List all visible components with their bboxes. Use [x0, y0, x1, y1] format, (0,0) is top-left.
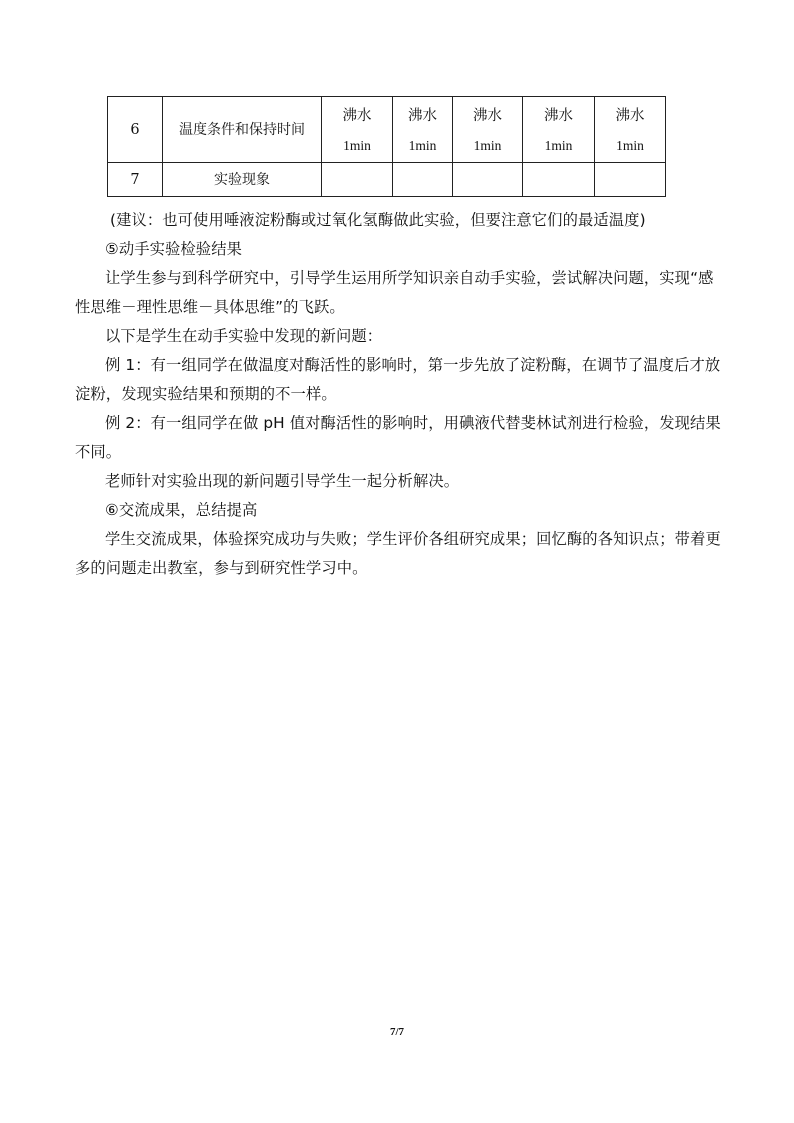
paragraph: 让学生参与到科学研究中，引导学生运用所学知识亲自动手实验，尝试解决问题，实现“感性思维－理性思维－具体思维”的飞跃。	[75, 269, 714, 316]
condition-cell	[523, 97, 595, 163]
row-label-cell	[163, 163, 322, 197]
paragraph: 学生交流成果，体验探究成功与失败；学生评价各组研究成果；回忆酶的各知识点；带着更多的问题走出教室，参与到研究性学习中。	[75, 530, 721, 577]
example-paragraph: 例 2：有一组同学在做 pH 值对酶活性的影响时，用碘液代替斐林试剂进行检验，发现结果不同。	[75, 414, 721, 461]
row-label-cell	[163, 97, 322, 163]
condition-cell	[322, 97, 393, 163]
empty-cell	[393, 163, 453, 197]
empty-cell	[453, 163, 523, 197]
condition-top: 沸水	[342, 107, 372, 124]
page-number: 7/7	[389, 1026, 405, 1038]
condition-cell	[453, 97, 523, 163]
condition-bottom: 1min	[408, 137, 437, 153]
row-number-cell: 7	[108, 163, 163, 197]
table-row	[108, 97, 666, 163]
condition-cell	[393, 97, 453, 163]
condition-bottom: 1min	[343, 137, 371, 153]
paragraph: 老师针对实验出现的新问题引导学生一起分析解决。	[105, 472, 460, 490]
table-row	[108, 163, 666, 197]
empty-cell	[322, 163, 393, 197]
condition-label: 温度条件和保持时间	[179, 121, 305, 138]
note-paragraph: (建议：也可使用唾液淀粉酶或过氧化氢酶做此实验，但要注意它们的最适温度)	[110, 211, 646, 229]
condition-top: 沸水	[544, 107, 573, 124]
condition-top: 沸水	[473, 107, 502, 124]
experiment-table	[107, 96, 666, 197]
condition-top: 沸水	[408, 107, 437, 124]
paragraph: 以下是学生在动手实验中发现的新问题：	[105, 327, 383, 345]
empty-cell	[595, 163, 666, 197]
section-heading-6: ⑥交流成果，总结提高	[105, 501, 258, 519]
condition-top: 沸水	[615, 107, 645, 124]
condition-cell	[595, 97, 666, 163]
empty-cell	[523, 163, 595, 197]
row-number-cell: 6	[108, 97, 163, 163]
section-heading-5: ⑤动手实验检验结果	[105, 240, 242, 258]
condition-bottom: 1min	[473, 137, 502, 153]
body-text	[75, 206, 725, 583]
condition-bottom: 1min	[544, 137, 573, 153]
example-paragraph: 例 1：有一组同学在做温度对酶活性的影响时，第一步先放了淀粉酶，在调节了温度后才放淀粉，发现实验结果和预期的不一样。	[75, 356, 721, 403]
phenomenon-label: 实验现象	[214, 171, 270, 188]
condition-bottom: 1min	[616, 137, 644, 153]
